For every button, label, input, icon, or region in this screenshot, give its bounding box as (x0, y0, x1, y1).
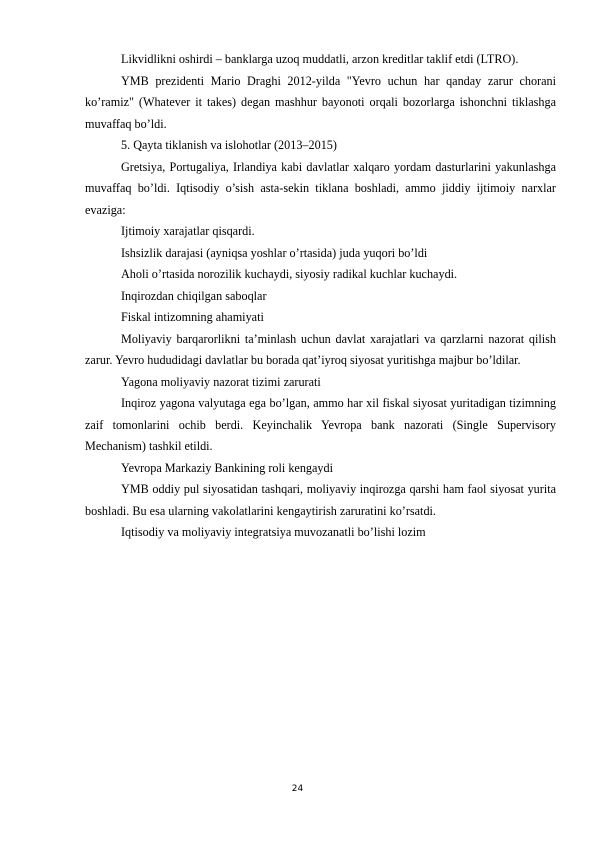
document-page (85, 49, 556, 544)
paragraph-ltro: Likvidlikni oshirdi – banklarga uzoq muddatli, arzon kreditlar taklif etdi (LTRO). (121, 52, 519, 66)
page-number: 24 (291, 784, 304, 794)
heading-single-supervision: Yagona moliyaviy nazorat tizimi zarurati (121, 374, 321, 389)
paragraph-recovery: Gretsiya, Portugaliya, Irlandiya kabi davlatlar xalqaro yordam dasturlarini yakunlashga muvaffaq bo’ldi. Iqtisodiy o’sish asta-sekin tiklana boshladi, ammo jiddiy ijtimoiy narxlar evaziga: (85, 159, 556, 217)
heading-lessons: Inqirozdan chiqilgan saboqlar (121, 288, 267, 303)
paragraph-fiscal-discipline: Moliyaviy barqarorlikni ta’minlash uchun davlat xarajatlari va qarzlarni nazorat qilish zarur. Yevro hududidagi davlatlar bu borada qat’iyroq siyosat yuritishga majbur bo’ldilar. (85, 331, 556, 367)
section-heading-recovery: 5. Qayta tiklanish va islohotlar (2013–2015) (121, 138, 337, 152)
heading-integration-balance: Iqtisodiy va moliyaviy integratsiya muvozanatli bo’lishi lozim (121, 525, 426, 539)
list-item-unemployment: Ishsizlik darajasi (ayniqsa yoshlar o’rtasida) juda yuqori bo’ldi (121, 245, 428, 260)
paragraph-ecb-role: YMB oddiy pul siyosatidan tashqari, moliyaviy inqirozga qarshi ham faol siyosat yurita boshladi. Bu esa ularning vakolatlarini kengaytirish zaruratini ko’rsatdi. (85, 482, 556, 518)
paragraph-single-supervision: Inqiroz yagona valyutaga ega bo’lgan, ammo har xil fiskal siyosat yuritadigan tizimning zaif tomonlarini ochib berdi. Keyinchalik Yevropa bank nazorati (Single Supervisory Mechanism) tashkil etildi. (85, 396, 556, 453)
paragraph-draghi: YMB prezidenti Mario Draghi 2012-yilda "Yevro uchun har qanday zarur chorani ko’ramiz" (Whatever it takes) degan mashhur bayonoti orqali bozorlarga ishonchni tiklashga muvaffaq bo’ldi. (85, 73, 556, 131)
list-item-social-spending: Ijtimoiy xarajatlar qisqardi. (121, 224, 255, 238)
list-item-discontent: Aholi o’rtasida norozilik kuchaydi, siyosiy radikal kuchlar kuchaydi. (121, 267, 458, 281)
heading-ecb-role: Yevropa Markaziy Bankining roli kengaydi (121, 460, 334, 475)
heading-fiscal-discipline: Fiskal intizomning ahamiyati (121, 310, 264, 324)
